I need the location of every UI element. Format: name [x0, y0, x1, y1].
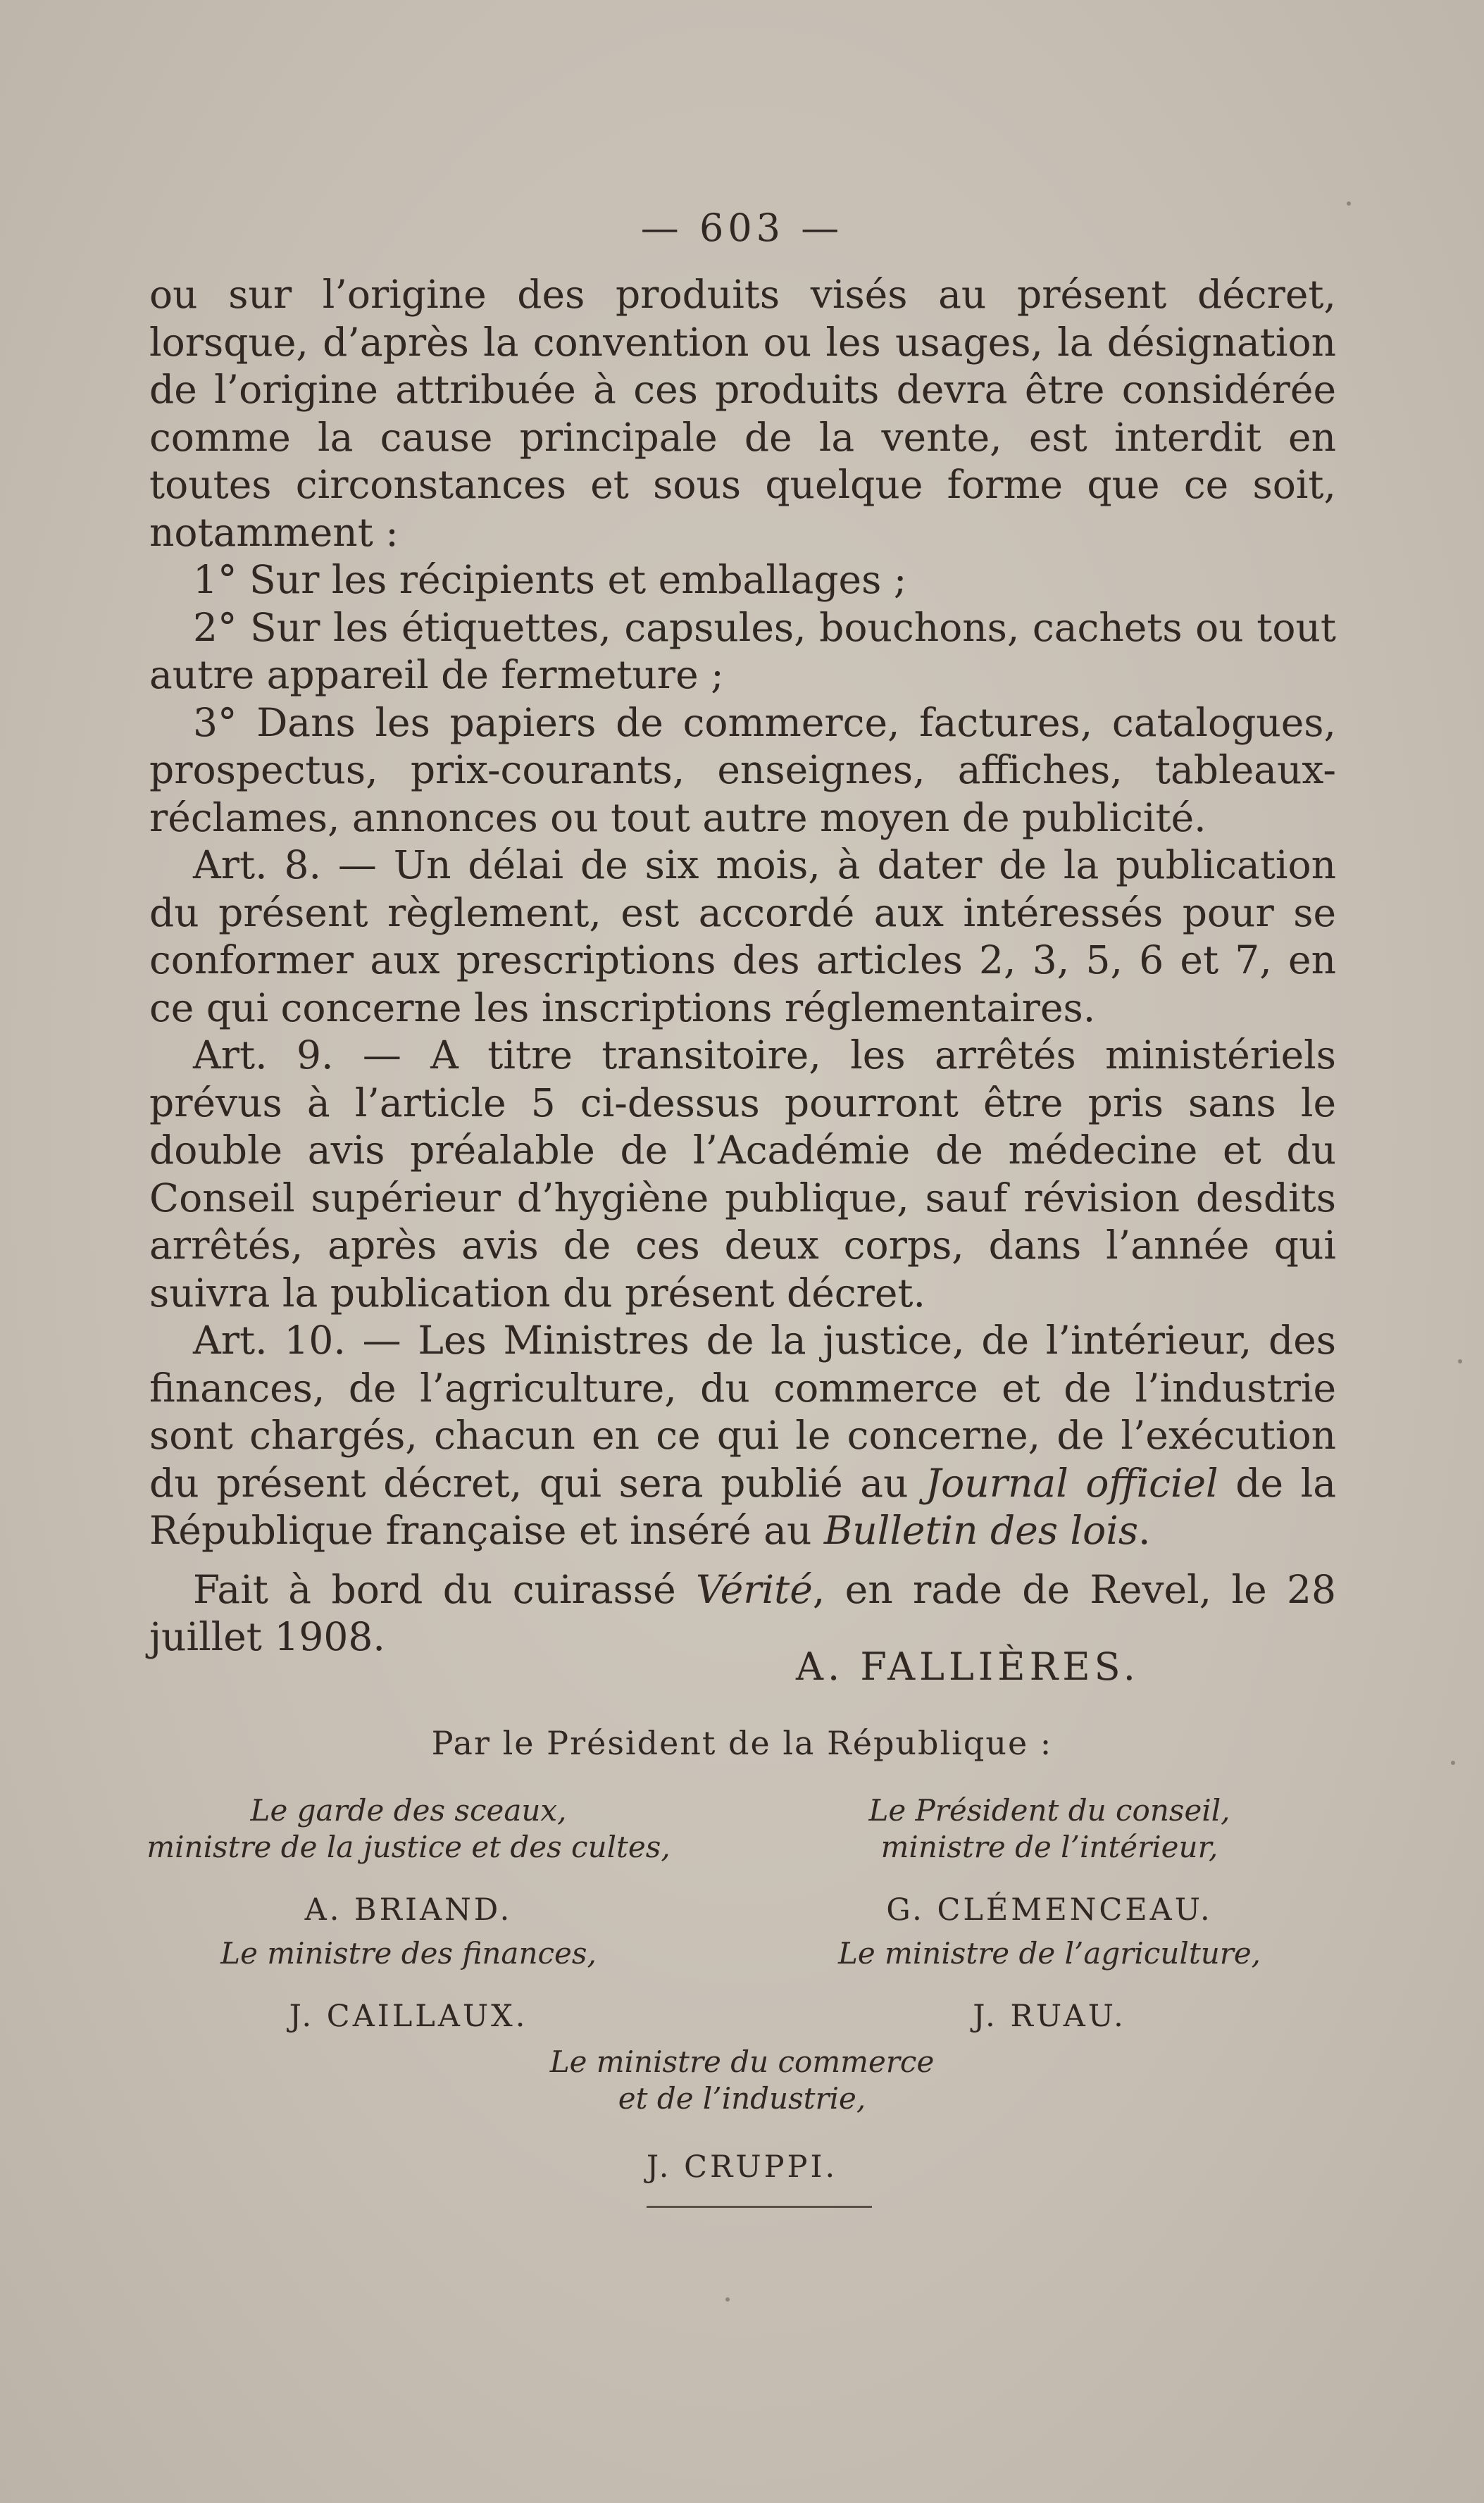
list-item-1: 1° Sur les récipients et emballages ; [193, 557, 907, 602]
article-10 [149, 1317, 1336, 1555]
bulletin-des-lois: Bulletin des lois [823, 1508, 1139, 1553]
page-number: — 603 — [640, 206, 844, 250]
ship-name: Vérité [696, 1566, 813, 1612]
minister-agriculture [747, 1935, 1352, 2034]
paragraph-origin: ou sur l’origine des produits visés au présent décret, lorsque, d’après la convention ou les usages, la désignation de l’origine attribuée à ces produits devra être considérée comme la cause principale de la vente, est interdit en toutes circonstances et sous quelque forme que ce soit, notamment : [149, 272, 1336, 555]
closing-rule [647, 2206, 872, 2208]
paper-speck [725, 2297, 730, 2302]
paper-speck [1347, 201, 1351, 206]
justice-role-line-2: ministre de la justice et des cultes, [146, 1830, 671, 1864]
fait-text-b: , en rade de Revel, le 28 juillet 1908. [149, 1566, 1336, 1659]
interior-signature: G. CLÉMENCEAU. [886, 1892, 1213, 1928]
list-item-3: 3° Dans les papiers de commerce, factures, catalogues, prospectus, prix-courants, enseignes, affiches, tableaux-réclames, annonces ou tout autre moyen de publicité. [149, 699, 1336, 840]
paper-speck [1458, 1359, 1462, 1363]
minister-justice [106, 1792, 711, 1928]
decree-body [149, 271, 1336, 1661]
interior-role-line-2: ministre de l’intérieur, [880, 1830, 1218, 1864]
journal-officiel: Journal officiel [925, 1460, 1218, 1506]
commerce-signature: J. CRUPPI. [646, 2149, 838, 2185]
minister-interior [747, 1792, 1352, 1928]
minister-finances [106, 1935, 711, 2034]
fait-text-a: Fait à bord du cuirassé [193, 1566, 697, 1612]
list-item-2: 2° Sur les étiquettes, capsules, bouchons, cachets ou tout autre appareil de fermeture ; [149, 604, 1336, 697]
article-10-text-a: Art. 10. — Les Ministres de la justice, de l’intérieur, des finances, de l’agriculture, du commerce et de l’industrie sont chargés, chacun en ce qui le concerne, de l’exécution du présent décret, qui sera publié au [149, 1318, 1336, 1506]
article-10-text-b: de la République française et inséré au [149, 1460, 1336, 1553]
article-8: Art. 8. — Un délai de six mois, à dater de la publication du présent règlement, est accordé aux intéressés pour se conformer aux prescriptions des articles 2, 3, 5, 6 et 7, en ce qui concerne les inscriptions réglementaires. [149, 842, 1336, 1030]
par-president-line: Par le Président de la République : [431, 1724, 1053, 1762]
justice-role-line-1: Le garde des sceaux, [250, 1793, 567, 1828]
justice-signature: A. BRIAND. [304, 1892, 513, 1928]
finance-role: Le ministre des finances, [220, 1936, 597, 1971]
agriculture-role: Le ministre de l’agriculture, [837, 1936, 1261, 1971]
interior-role-line-1: Le Président du conseil, [868, 1793, 1230, 1828]
article-10-text-c: . [1138, 1508, 1151, 1553]
commerce-role-line-2: et de l’industrie, [618, 2081, 866, 2116]
finance-signature: J. CAILLAUX. [289, 1999, 528, 2034]
agriculture-signature: J. RUAU. [973, 1999, 1126, 2034]
minister-commerce [0, 2044, 1484, 2185]
article-9: Art. 9. — A titre transitoire, les arrêtés ministériels prévus à l’article 5 ci-dessus pourront être pris sans le double avis préalable de l’Académie de médecine et du Conseil supérieur d’hygiène publique, sauf révision desdits arrêtés, après avis de ces deux corps, dans l’année qui suivra la publication du présent décret. [149, 1032, 1336, 1316]
fait-a-bord [149, 1566, 1336, 1661]
commerce-role-line-1: Le ministre du commerce [549, 2045, 935, 2079]
president-signature: A. FALLIÈRES. [796, 1644, 1140, 1689]
paper-speck [1451, 1761, 1455, 1765]
